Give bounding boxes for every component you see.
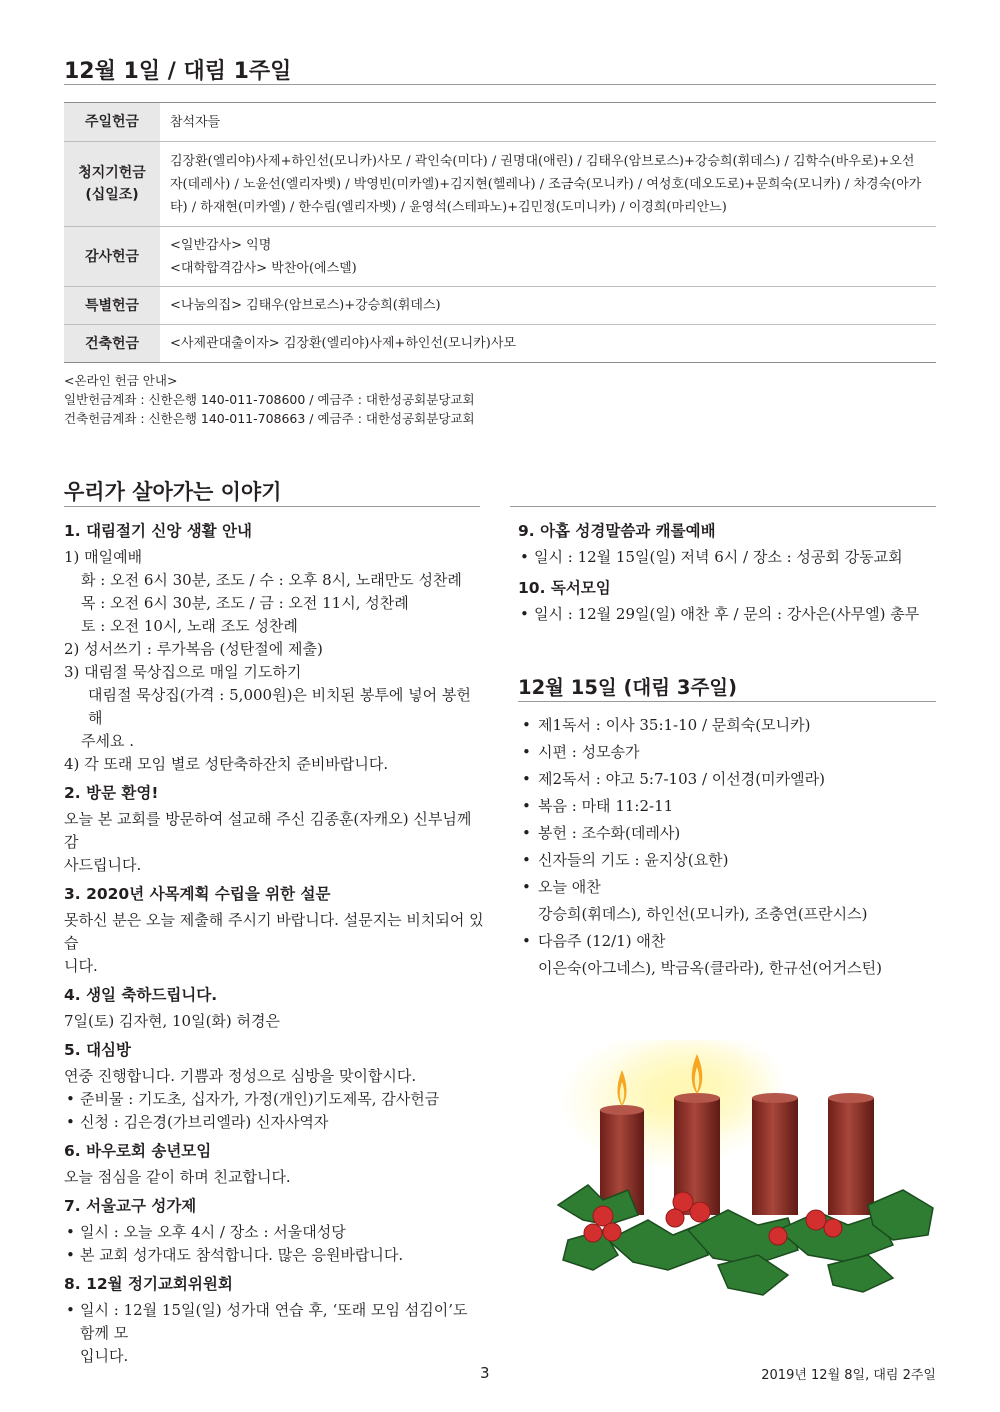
item-title: 1. 대림절기 신앙 생활 안내 <box>64 522 252 540</box>
bullet-item: • 일시 : 12월 29일(일) 애찬 후 / 문의 : 강사은(사무엘) 총무 <box>518 603 936 626</box>
bullet-item: • 신청 : 김은경(가브리엘라) 신자사역자 <box>64 1111 484 1134</box>
item-title: 2. 방문 환영! <box>64 784 159 802</box>
item-text: 7일(토) 김자현, 10일(화) 허경은 <box>64 1012 281 1030</box>
item-title: 8. 12월 정기교회위원회 <box>64 1275 233 1293</box>
offering-content <box>160 142 936 226</box>
page-title: 12월 1일 / 대림 1주일 <box>64 59 292 84</box>
story-rule <box>64 506 480 507</box>
item-text: 주세요 . <box>81 732 135 750</box>
item-text: 1) 매일예배 <box>64 548 143 566</box>
offering-row <box>64 324 936 362</box>
story-title: 우리가 살아가는 이야기 <box>64 480 282 504</box>
item-text: 3) 대림절 묵상집으로 매일 기도하기 <box>64 663 302 681</box>
item-text: 연중 진행합니다. 기쁨과 정성으로 심방을 맞이합시다. <box>64 1067 417 1085</box>
item-text: 목 : 오전 6시 30분, 조도 / 금 : 오전 11시, 성찬례 <box>81 594 409 612</box>
item-title: 5. 대심방 <box>64 1041 131 1059</box>
dec15-today-names: 강승희(휘데스), 하인선(모니카), 조충연(프란시스) <box>538 905 868 923</box>
item-text: 토 : 오전 10시, 노래 조도 성찬례 <box>81 617 298 635</box>
offering-line: <사제관대출이자> 김장환(엘리야)사제+하인선(모니카)사모 <box>170 336 516 351</box>
dec15-rule <box>518 701 936 702</box>
item-title: 3. 2020년 사목계획 수립을 위한 설문 <box>64 885 331 903</box>
item-title: 4. 생일 축하드립니다. <box>64 986 218 1004</box>
offering-label: 특별헌금 <box>64 287 160 324</box>
item-title: 9. 아홉 성경말씀과 캐롤예배 <box>518 522 716 540</box>
item-text: 입니다. <box>80 1347 129 1365</box>
dec15-item: • 복음 : 마태 11:2-11 <box>518 793 936 820</box>
offering-label: 주일헌금 <box>64 103 160 141</box>
left-column <box>64 514 484 1368</box>
dec15-item: • 제1독서 : 이사 35:1-10 / 문희숙(모니카) <box>518 712 936 739</box>
dec15-item: • 신자들의 기도 : 윤지상(요한) <box>518 847 936 874</box>
item-title: 10. 독서모임 <box>518 579 611 597</box>
right-column-top <box>518 514 936 626</box>
right-top-rule <box>510 506 936 507</box>
candle-3 <box>752 1093 798 1215</box>
item-text: 니다. <box>64 957 98 975</box>
offering-row <box>64 286 936 324</box>
online-offering-info <box>64 371 475 428</box>
item-text: 못하신 분은 오늘 제출해 주시기 바랍니다. 설문지는 비치되어 있습 <box>64 911 484 952</box>
offering-content <box>160 103 936 141</box>
offering-line: 참석자들 <box>170 114 221 130</box>
dec15-list <box>518 712 936 982</box>
dec15-item: • 오늘 애찬 <box>518 874 936 901</box>
offering-content <box>160 287 936 324</box>
title-rule <box>64 84 936 85</box>
bullet-item: • 일시 : 오늘 오후 4시 / 장소 : 서울대성당 <box>64 1221 484 1244</box>
offering-content <box>160 325 936 362</box>
advent-candles-image <box>548 1040 948 1300</box>
item-title: 6. 바우로회 송년모임 <box>64 1142 212 1160</box>
bullet-item: • 일시 : 12월 15일(일) 성가대 연습 후, ‘또래 모임 섬김이’도 함께 모 <box>64 1299 484 1345</box>
offering-label: 건축헌금 <box>64 325 160 362</box>
dec15-next-label: • 다음주 (12/1) 애찬 <box>518 928 936 955</box>
item-text: 오늘 본 교회를 방문하여 설교해 주신 김종훈(자캐오) 신부님께 감 <box>64 810 472 851</box>
offering-row <box>64 103 936 141</box>
offering-table <box>64 102 936 363</box>
page-number: 3 <box>480 1364 490 1382</box>
item-text: 4) 각 또래 모임 별로 성탄축하잔치 준비바랍니다. <box>64 755 389 773</box>
offering-label: 감사헌금 <box>64 227 160 286</box>
offering-row <box>64 141 936 226</box>
item-text: 2) 성서쓰기 : 루가복음 (성탄절에 제출) <box>64 640 323 658</box>
item-text: 화 : 오전 6시 30분, 조도 / 수 : 오후 8시, 노래만도 성찬례 <box>81 571 462 589</box>
online-title: <온라인 헌금 안내> <box>64 373 178 388</box>
dec15-item: • 봉헌 : 조수화(데레사) <box>518 820 936 847</box>
offering-line: <대학합격감사> 박찬아(에스델) <box>170 260 357 276</box>
bullet-item: • 일시 : 12월 15일(일) 저녁 6시 / 장소 : 성공회 강동교회 <box>518 546 936 569</box>
item-text: 사드립니다. <box>64 856 142 874</box>
item-title: 7. 서울교구 성가제 <box>64 1197 197 1215</box>
online-general-account: 일반헌금계좌 : 신한은행 140-011-708600 / 예금주 : 대한성공회분당교회 <box>64 392 475 407</box>
offering-content <box>160 227 936 286</box>
dec15-next-names: 이은숙(아그네스), 박금옥(클라라), 한규선(어거스틴) <box>538 959 882 977</box>
item-text: 오늘 점심을 같이 하며 친교합니다. <box>64 1168 291 1186</box>
offering-line: <나눔의집> 김태우(암브로스)+강승희(휘데스) <box>170 298 441 313</box>
offering-line: <일반감사> 익명 <box>170 237 272 253</box>
bullet-item: • 준비물 : 기도초, 십자가, 가정(개인)기도제목, 감사헌금 <box>64 1088 484 1111</box>
footer-date: 2019년 12월 8일, 대림 2주일 <box>761 1368 936 1383</box>
candle-4 <box>828 1093 874 1215</box>
offering-label: 청지기헌금 (십일조) <box>64 142 160 226</box>
online-building-account: 건축헌금계좌 : 신한은행 140-011-708663 / 예금주 : 대한성공회분당교회 <box>64 411 475 426</box>
offering-row <box>64 226 936 286</box>
item-text: 대림절 묵상집(가격 : 5,000원)은 비치된 봉투에 넣어 봉헌해 <box>88 686 471 727</box>
dec15-title: 12월 15일 (대림 3주일) <box>518 676 738 699</box>
dec15-item: • 제2독서 : 야고 5:7-103 / 이선경(미카엘라) <box>518 766 936 793</box>
bullet-item: • 본 교회 성가대도 참석합니다. 많은 응원바랍니다. <box>64 1244 484 1267</box>
dec15-item: • 시편 : 성모송가 <box>518 739 936 766</box>
offering-line: 김장환(엘리야)사제+하인선(모니카)사모 / 곽인숙(미다) / 권명대(애린) / 김태우(암브로스)+강승희(휘데스) / 김학수(바우로)+오선자(데레사) / 노윤선(엘리자벳) / 박영빈(미카엘)+김지현(헬레나) / 조금숙(모니카) / 여성호(데오도로)+문희숙(모니카) / 차경숙(아가타) / 하재현(미카엘) / 한수림(엘리자벳) / 윤영석(스테파노)+김민정(도미니카) / 이경희(마리안느) <box>170 153 922 215</box>
